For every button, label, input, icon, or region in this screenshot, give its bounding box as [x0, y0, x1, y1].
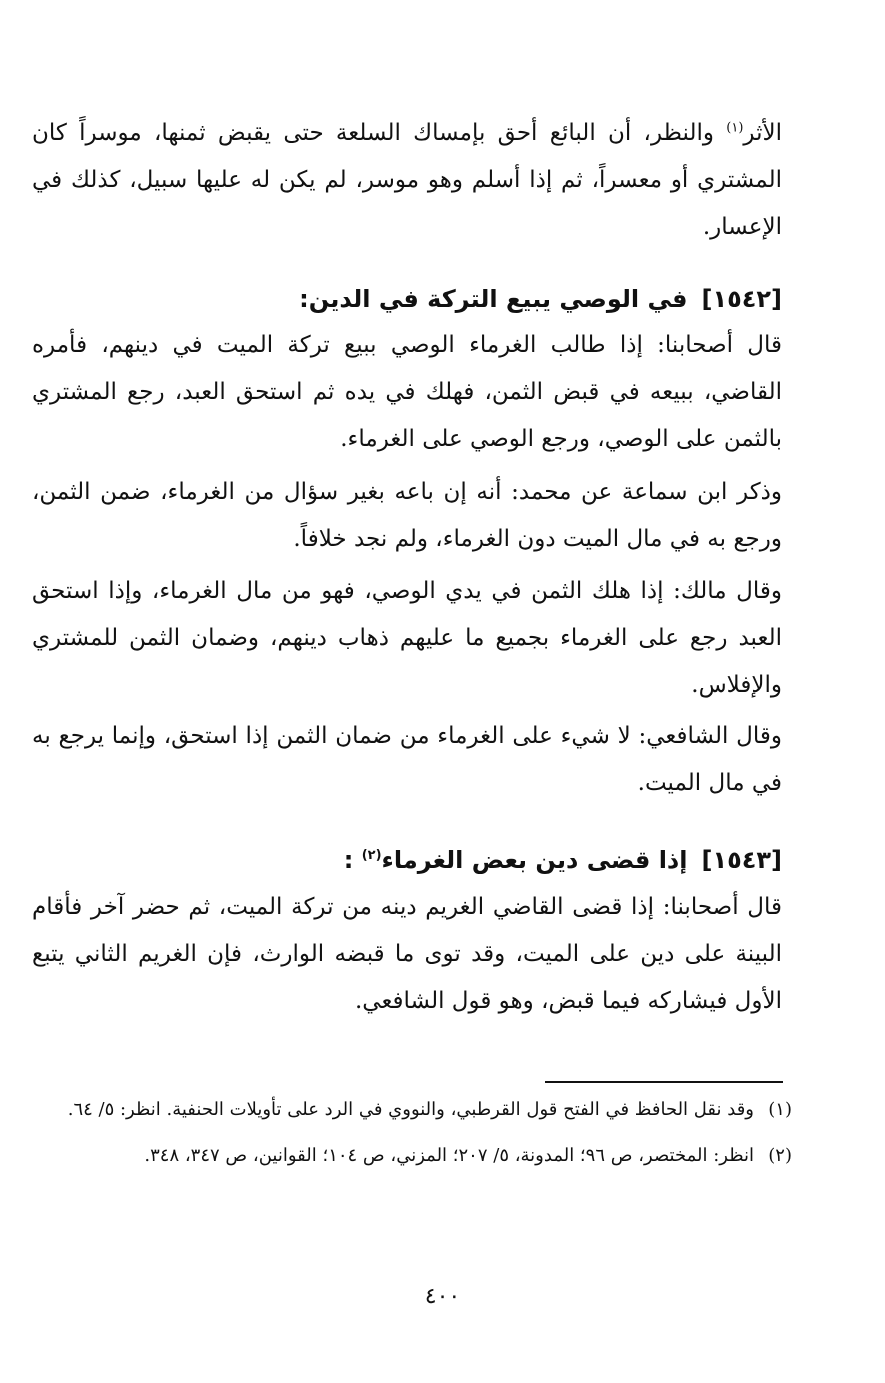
page-number: ٤٠٠ — [424, 1284, 461, 1309]
footnote-ref-1[interactable]: (١) — [726, 120, 744, 136]
footnote-2-text: انظر: المختصر، ص ٩٦؛ المدونة، ٥/ ٢٠٧؛ المزني، ص ١٠٤؛ القوانين، ص ٣٤٧، ٣٤٨. — [144, 1145, 754, 1166]
section-1542-title: في الوصي يبيع التركة في الدين: — [299, 285, 688, 313]
section-1543-title-end: : — [343, 846, 362, 874]
footnote-1-number: (١) — [768, 1099, 792, 1120]
section-1542-para-3: وقال مالك: إذا هلك الثمن في يدي الوصي، فهو من مال الغرماء، وإذا استحق العبد رجع على الغرماء بجميع ما عليهم ذهاب دينهم، وضمان الثمن للمشتري والإفلاس. — [32, 578, 782, 698]
footnotes — [32, 1092, 792, 1174]
section-1542-para-1: قال أصحابنا: إذا طالب الغرماء الوصي ببيع تركة الميت في دينهم، فأمره القاضي، ببيعه في قبض الثمن، فهلك في يده ثم استحق العبد، رجع المشتري بالثمن على الوصي، ورجع الوصي على الغرماء. — [32, 332, 782, 452]
footnote-2 — [32, 1138, 792, 1174]
section-1542-para-4: وقال الشافعي: لا شيء على الغرماء من ضمان الثمن إذا استحق، وإنما يرجع به في مال الميت. — [32, 723, 782, 796]
footnote-2-number: (٢) — [768, 1145, 792, 1166]
section-1542-para-2: وذكر ابن سماعة عن محمد: أنه إن باعه بغير سؤال من الغرماء، ضمن الثمن، ورجع به في مال الميت دون الغرماء، ولم نجد خلافاً. — [32, 479, 782, 552]
section-1543-title: إذا قضى دين بعض الغرماء — [381, 846, 688, 874]
section-1542-number: [١٥٤٢] — [701, 285, 782, 313]
footnote-1 — [32, 1092, 792, 1128]
opening-text-start: الأثر — [743, 120, 782, 146]
section-1542-heading — [62, 279, 782, 319]
opening-text-rest: والنظر، أن البائع أحق بإمساك السلعة حتى يقبض ثمنها، موسراً كان المشتري أو معسراً، ثم إذا أسلم وهو موسر، لم يكن له عليها سبيل، كذلك في الإعسار. — [32, 120, 782, 240]
opening-paragraph — [32, 110, 782, 251]
section-1543-number: [١٥٤٣] — [701, 846, 782, 874]
footnote-separator — [545, 1081, 783, 1083]
footnote-ref-2[interactable]: (٢) — [361, 848, 382, 863]
section-1543-para-1: قال أصحابنا: إذا قضى القاضي الغريم دينه من تركة الميت، ثم حضر آخر فأقام البينة على دين على الميت، وقد توى ما قبضه الوارث، فإن الغريم الثاني يتبع الأول فيشاركه فيما قبض، وهو قول الشافعي. — [32, 894, 782, 1014]
footnote-1-text: وقد نقل الحافظ في الفتح قول القرطبي، والنووي في الرد على تأويلات الحنفية. انظر: ٥/ ٦٤. — [67, 1099, 754, 1120]
section-1543-heading — [62, 840, 782, 880]
